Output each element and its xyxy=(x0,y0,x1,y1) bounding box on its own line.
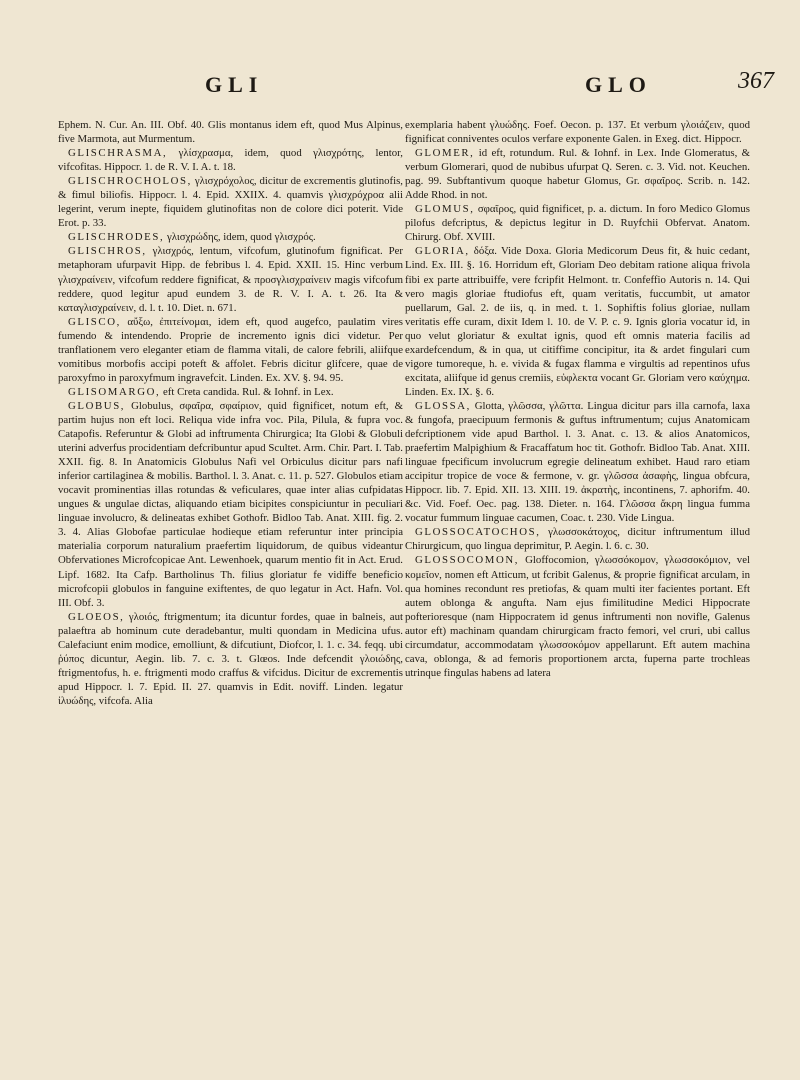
left-column xyxy=(58,118,403,1063)
dictionary-entry xyxy=(405,244,750,399)
dictionary-entry xyxy=(58,610,403,708)
entry-headword: GLOMER, xyxy=(415,147,475,160)
entry-text: γλισχρός, lentum, vifcofum, glutinofum fignificat. Per metaphoram ufurpavit Hipp. de febribus l. 4. Epid. XXII. 15. Hinc verbum γλισχραίνειν, vifcofum reddere fignificat, & προσγλισχραίνειν magis vifcofum reddere, quod legitur apud eundem 3. de R. V. I. A. t. 26. Ita & καταγλισχραίνειν, d. l. t. 10. Diet. n. 671. xyxy=(58,245,403,314)
entry-text: Ephem. N. Cur. An. III. Obf. 40. Glis montanus idem eft, quod Mus Alpinus, five Marmota, aut Murmentum. xyxy=(58,119,403,146)
entry-text: eft Creta candida. Rul. & Iohnf. in Lex. xyxy=(163,385,334,398)
dictionary-entry xyxy=(58,399,403,610)
entry-headword: GLOSSOCOMON, xyxy=(415,554,520,567)
running-head-right: GLO xyxy=(585,72,652,97)
dictionary-entry xyxy=(58,244,403,314)
entry-text: Globulus, σφαῖρα, σφαίριον, quid fignificet, notum eft, & partim hujus non eft loci. Reliqua vide infra voc. Pila, Pilula, & fupra voc. Catapofis. Referuntur & Globi ad inftrumenta Chirurgica; Ita Globi & Globuli uterini adverfus procidentiam defcribuntur apud Scultet. Arm. Chir. Part. I. Tab. XXII. fig. 8. In Anatomicis Globulus Nafi vel Orbiculus dicitur pars nafi inferior cartilaginea & mobilis. Barthol. l. 3. Anat. c. 11. p. 527. Globulos etiam vocavit prominentias illas rotundas & veficulares, quae inter alias cufpidatas ungues & ungulae dictas, aliquando etiam bicipites conspiciuntur in peculiari linguae involucro, & delineatas exhibet Gothofr. Bidloo Tab. Anat. XIII. fig. 2. 3. 4. Alias Globofae particulae hodieque etiam referuntur inter principia materialia corporum naturalium praefertim liquidorum, de quibus videantur Obfervationes Microfcopicae Ant. Lewenhoek, quarum mentio fit in Act. Erud. Lipf. 1682. Ita Cafp. Bartholinus Th. filius gloriatur fe vidiffe beneficio microfcopii globulos in fanguine exiftentes, de quo legatur in Act. Hafn. Vol. III. Obf. 3. xyxy=(58,399,403,609)
entry-headword: GLOBUS, xyxy=(68,399,126,412)
entry-text: γλισχρώδης, idem, quod γλισχρός. xyxy=(167,231,316,244)
page-number: 367 xyxy=(738,68,774,94)
entry-text: αὔξω, ἐπιτείνομαι, idem eft, quod augefco, paulatim vires fumendo & intendendo. Proprie de incremento ignis dici videtur. Per tranflationem vero eleganter etiam de flamma vitali, de calore febrili, aliifque vomitibus morbofis accipi poteft & affolet. Febris dicitur glifcere, quae de paroxyfmo in paroxyfmum ingravefcit. Linden. Ex. XV. §. 94. 95. xyxy=(58,315,403,384)
running-head xyxy=(0,68,800,112)
dictionary-entry xyxy=(405,146,750,202)
entry-headword: GLISCHRODES, xyxy=(68,231,165,244)
entry-text: δόξα. Vide Doxa. Gloria Medicorum Deus fit, & huic cedant, Lind. Ex. III. §. 16. Horridum eft, Gloriam Deo debitam ratione aliqua frivola fibi ex parte attribuiffe, vere fcripfit Helmont. tr. Confeffio Autoris n. 14. Qui vero magis gloriae ftudiofus eft, quam veritatis, fuccumbit, ut amator puellarum, Gal. 2. de iis, q. in med. t. 1. Sophiftis folius gloriae, nullam veritatis effe curam, dixit Idem l. 10. de V. P. c. 9. Ignis gloria vocatur id, in quo velut gloriatur & exultat ignis, quod eft omnis materia facilis ad exardefcendum, & in qua, ut citiffime concipitur, ita & ardet fingulari cum vigore tumoreque, h. e. vivida & fugax flamma e virgultis ad repentinos ufus excitata, aliifque id genus cremiis, εὐφλεκτα vocant Gr. Gloriam vero καύχημα. Linden. Ex. IX. §. 6. xyxy=(405,245,750,398)
entry-headword: GLOMUS, xyxy=(415,203,475,216)
entry-text: exemplaria habent γλυώδης. Foef. Oecon. p. 137. Et verbum γλοιάζειν, quod fignificat conniventes oculos verfare exponente Galen. in Exeg. dict. Hippocr. xyxy=(405,119,750,146)
entry-headword: GLISOMARGO, xyxy=(68,385,161,398)
dictionary-entry xyxy=(405,525,750,553)
entry-text: id eft, rotundum. Rul. & Iohnf. in Lex. Inde Glomeratus, & verbum Glomerari, quod de nubibus ufurpat Q. Seren. c. 3. Vid. not. Keuchen. pag. 99. Subftantivum quoque habetur Glomus, Gr. σφαῖρος. Scrib. n. 142. Adde Rhod. in not. xyxy=(405,147,750,202)
dictionary-entry xyxy=(405,553,750,679)
entry-text: γλωσσοκάτοχος, dicitur inftrumentum illud Chirurgicum, quo lingua deprimitur, P. Aegin. l. 6. c. 30. xyxy=(405,526,750,553)
entry-headword: GLISCHROS, xyxy=(68,245,147,258)
entry-headword: GLISCHROCHOLOS, xyxy=(68,175,192,188)
entry-headword: GLOSSOCATOCHOS, xyxy=(415,526,541,539)
entry-headword: GLOEOS, xyxy=(68,610,125,623)
dictionary-entry xyxy=(58,230,403,244)
entry-text: γλίσχρασμα, idem, quod γλισχρότης, lentor, vifcofitas. Hippocr. 1. de R. V. I. A. t. 18. xyxy=(58,147,403,174)
entry-text: γλισχρόχολος, dicitur de excrementis glutinofis, & fimul biliofis. Hippocr. l. 4. Epid. XXIIX. 4. quamvis γλισχρόχροα alii legerint, verum inepte, fiquidem glutinofitas non de colore dici poterit. Vide Erot. p. 33. xyxy=(58,175,403,230)
dictionary-entry xyxy=(405,399,750,525)
dictionary-entry xyxy=(405,118,750,146)
entry-text: σφαῖρος, quid fignificet, p. a. dictum. In foro Medico Glomus pilofus defcriptus, & depictus legitur in D. Ruyfchii Obfervat. Anatom. Chirurg. Obf. XVIII. xyxy=(405,203,750,244)
entry-headword: GLOSSA, xyxy=(415,399,471,412)
entry-headword: GLISCO, xyxy=(68,315,121,328)
right-column xyxy=(405,118,750,1063)
dictionary-entry xyxy=(58,118,403,146)
dictionary-entry xyxy=(405,202,750,244)
dictionary-entry xyxy=(58,174,403,230)
dictionary-entry xyxy=(58,315,403,385)
dictionary-entry xyxy=(58,385,403,399)
running-head-left: GLI xyxy=(205,72,264,97)
entry-headword: GLISCHRASMA, xyxy=(68,147,168,160)
entry-headword: GLORIA, xyxy=(415,245,470,258)
entry-text: γλοιός, ftrigmentum; ita dicuntur fordes, quae in balneis, aut palaeftra ab hominum cute deradebantur, multi quondam in Medicina ufus. Calefaciunt enim modice, emolliunt, & difcutiunt, Diofcor, l. 1. c. 34. feqq. ubi ῥύπος dicuntur, Aegin. lib. 7. c. 3. t. Glœos. Inde defcendit γλοιώδης, ftrigmentofus, h. e. ftrigmenti modo craffus & vifcidus. Dicitur de excrementis apud Hippocr. l. 7. Epid. II. 27. quamvis in Edit. noviff. Linden. legatur ἰλυώδης, vifcofa. Alia xyxy=(58,610,403,707)
dictionary-entry xyxy=(58,146,403,174)
entry-text: Glotta, γλῶσσα, γλῶττα. Lingua dicitur pars illa carnofa, laxa & fungofa, praecipuum fermonis & guftus inftrumentum; cujus Anatomicam defcriptionem vide apud Barthol. l. 3. Anat. c. 13. & alios Anatomicos, praefertim Malpighium & Fracaffatum hoc tit. Gothofr. Bidloo Tab. Anat. XIII. linguae fpecificum involucrum egregie delineatum exhibet. Haud raro etiam accipitur tropice de voce & fermone, v. gr. γλῶσσα ἀσαφὴς, lingua obfcura, Hippocr. lib. 7. Epid. XII. 13. XIII. 19. ἀκρατὴς, incontinens, 7. aphorifm. 40. &c. Vid. Foef. Oec. pag. 138. Dieter. n. 164. Γλῶσσα ἄκρη lingua fumma vocatur fummum linguae cacumen, Coac. t. 230. Vide Lingua. xyxy=(405,399,750,525)
entry-text: Gloffocomion, γλωσσόκομον, γλωσσοκόμιον, vel κομεῖον, nomen eft Atticum, ut fcribit Galenus, & proprie fignificat arculam, in qua homines recondunt res pretiofas, & quam multi iter facientes portant. Eft autem oblonga & angufta. Nam ejus fimilitudine Medici Hippocrate pofterioresque (nam Hippocratem id genus inftrumenti non novifle, Galenus autor eft) machinam quandam chirurgicam fracto femori, vel cruri, ubi callus circumdatur, accommodatam γλωσσοκόμον appellarunt. Eft autem machina cava, oblonga, & ad femoris proportionem arcta, fuperna parte trochleas utrinque fingulas habens ad latera xyxy=(405,554,750,679)
